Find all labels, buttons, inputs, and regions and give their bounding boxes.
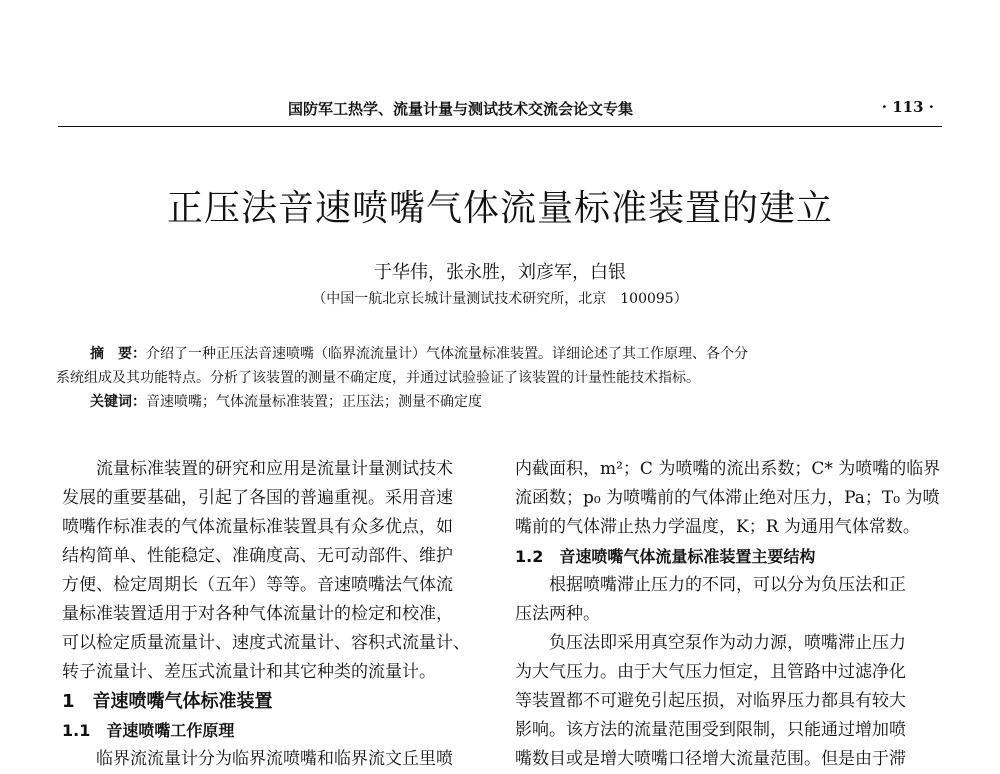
text-line: 等装置都不可避免引起压损，对临界压力都具有较大 [515,691,906,711]
text-line: 临界流流量计分为临界流喷嘴和临界流文丘里喷 [96,749,453,769]
section-heading: 1.1 音速喷嘴工作原理 [62,721,235,740]
text-line: 为大气压力。由于大气压力恒定，且管路中过滤净化 [515,662,906,682]
authors: 于华伟，张永胜，刘彦军，白银 [374,262,626,283]
section-heading: 1 音速喷嘴气体标准装置 [62,691,273,712]
text-line: 转子流量计、差压式流量计和其它种类的流量计。 [62,662,436,682]
abstract-label: 摘 要： [90,346,146,362]
keywords-label: 关键词： [90,394,146,410]
abstract-line: 介绍了一种正压法音速喷嘴（临界流流量计）气体流量标准装置。详细论述了其工作原理、各个分 [146,346,748,362]
journal-title: 国防军工热学、流量计量与测试技术交流会论文专集 [288,100,634,118]
text-line: 压法两种。 [515,604,600,624]
keywords [62,390,942,414]
text-line: 流函数；p₀ 为喷嘴前的气体滞止绝对压力，Pa；T₀ 为喷 [515,488,940,508]
abstract [56,342,942,414]
text-line: 可以检定质量流量计、速度式流量计、容积式流量计、 [62,633,470,653]
abstract-line: 系统组成及其功能特点。分析了该装置的测量不确定度，并通过试验验证了该装置的计量性能技术指标。 [56,370,700,386]
text-line: 方便、检定周期长（五年）等等。音速喷嘴法气体流 [62,575,453,595]
text-line: 影响。该方法的流量范围受到限制，只能通过增加喷 [515,720,906,740]
text-line: 流量标准装置的研究和应用是流量计量测试技术 [96,459,453,479]
left-column [62,455,492,774]
text-line: 负压法即采用真空泵作为动力源，喷嘴滞止压力 [549,633,906,653]
text-line: 喷嘴作标准表的气体流量标准装置具有众多优点，如 [62,517,453,537]
text-line: 嘴数目或是增大喷嘴口径增大流量范围。但是由于滞 [515,749,906,769]
text-line: 量标准装置适用于对各种气体流量计的检定和校准， [62,604,453,624]
right-column [515,455,945,774]
page-number: · 113 · [881,98,934,116]
text-line: 内截面积，m²；C 为喷嘴的流出系数；C* 为喷嘴的临界 [515,459,941,479]
text-line: 结构简单、性能稳定、准确度高、无可动部件、维护 [62,546,453,566]
text-line: 嘴前的气体滞止热力学温度，K；R 为通用气体常数。 [515,517,920,537]
text-line: 发展的重要基础，引起了各国的普遍重视。采用音速 [62,488,453,508]
section-heading: 1.2 音速喷嘴气体流量标准装置主要结构 [515,547,816,566]
text-line: 根据喷嘴滞止压力的不同，可以分为负压法和正 [549,575,906,595]
affiliation: （中国一航北京长城计量测试技术研究所，北京 100095） [312,291,688,307]
running-header [58,96,942,127]
paper-title: 正压法音速喷嘴气体流量标准装置的建立 [166,188,833,229]
keywords-text: 音速喷嘴；气体流量标准装置；正压法；测量不确定度 [146,394,482,410]
